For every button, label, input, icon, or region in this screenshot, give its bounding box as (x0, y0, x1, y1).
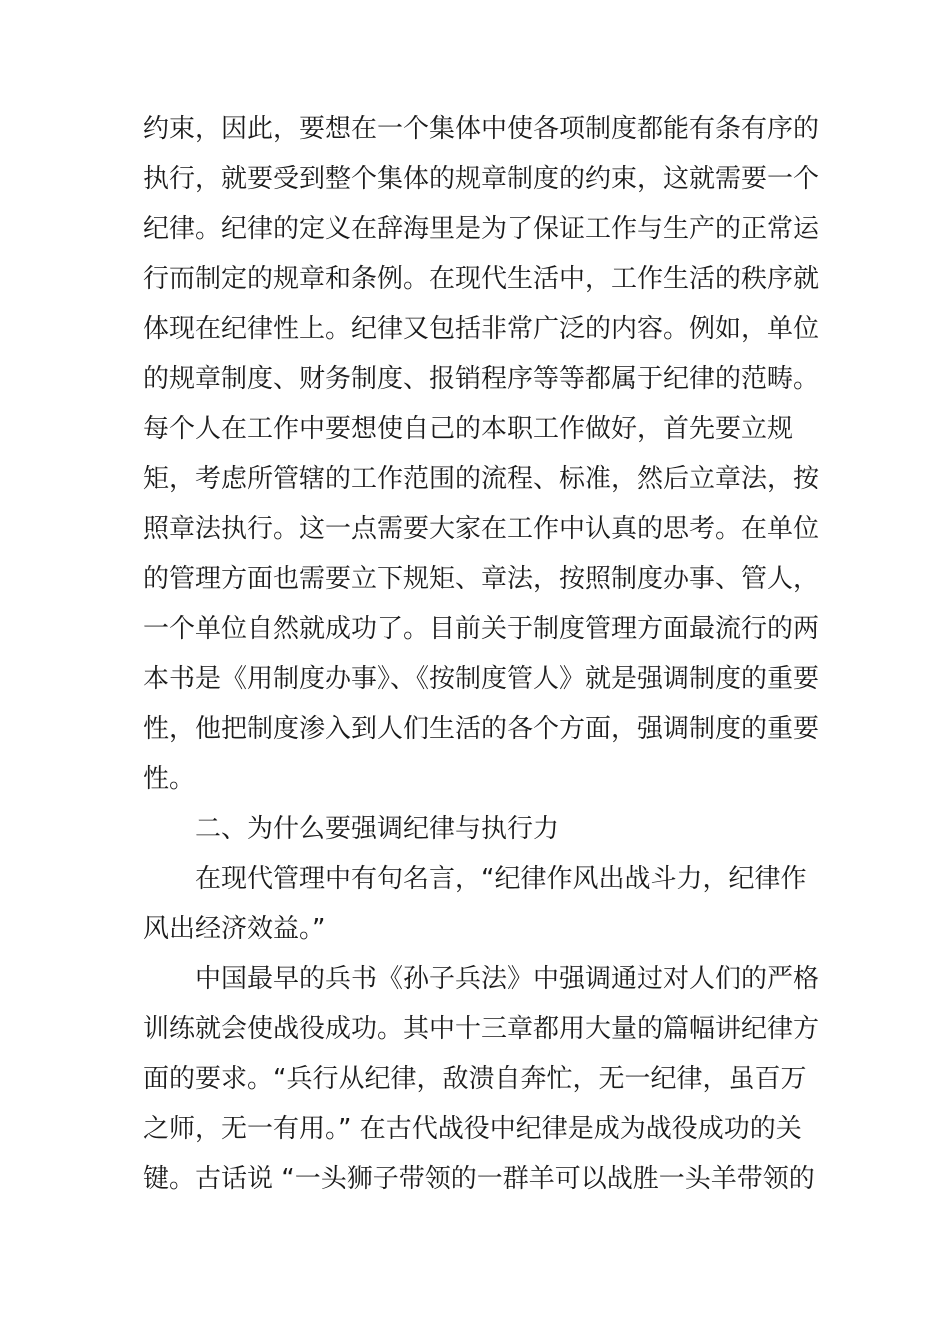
text-line: 面的要求。“兵行从纪律，敌溃自奔忙，无一纪律，虽百万 (143, 1064, 807, 1094)
section-heading: 二、为什么要强调纪律与执行力 (195, 814, 560, 844)
text-line: 照章法执行。这一点需要大家在工作中认真的思考。在单位 (143, 514, 820, 544)
text-line: 风出经济效益。” (143, 914, 326, 944)
text-line: 体现在纪律性上。纪律又包括非常广泛的内容。例如，单位 (143, 314, 820, 344)
text-line: 执行，就要受到整个集体的规章制度的约束，这就需要一个 (143, 164, 820, 194)
text-line: 本书是《用制度办事》、《按制度管人》就是强调制度的重要 (143, 664, 820, 694)
text-line: 之师，无一有用。” 在古代战役中纪律是成为战役成功的关 (143, 1114, 802, 1144)
text-line: 一个单位自然就成功了。目前关于制度管理方面最流行的两 (143, 614, 820, 644)
text-line: 中国最早的兵书《孙子兵法》中强调通过对人们的严格 (195, 964, 820, 994)
text-line: 每个人在工作中要想使自己的本职工作做好，首先要立规 (143, 414, 794, 444)
text-line: 键。古话说 “一头狮子带领的一群羊可以战胜一头羊带领的 (143, 1164, 815, 1194)
text-line: 在现代管理中有句名言，“纪律作风出战斗力，纪律作 (195, 864, 807, 894)
text-line: 约束，因此，要想在一个集体中使各项制度都能有条有序的 (143, 114, 820, 144)
text-line: 行而制定的规章和条例。在现代生活中，工作生活的秩序就 (143, 264, 820, 294)
text-line: 的规章制度、财务制度、报销程序等等都属于纪律的范畴。 (143, 364, 820, 394)
body-text (143, 104, 843, 1204)
text-line: 的管理方面也需要立下规矩、章法，按照制度办事、管人， (143, 564, 820, 594)
text-line: 性，他把制度渗入到人们生活的各个方面，强调制度的重要 (143, 714, 820, 744)
text-line: 纪律。纪律的定义在辞海里是为了保证工作与生产的正常运 (143, 214, 820, 244)
text-line: 矩，考虑所管辖的工作范围的流程、标准，然后立章法，按 (143, 464, 820, 494)
text-line: 训练就会使战役成功。其中十三章都用大量的篇幅讲纪律方 (143, 1014, 820, 1044)
text-line: 性。 (143, 764, 196, 794)
